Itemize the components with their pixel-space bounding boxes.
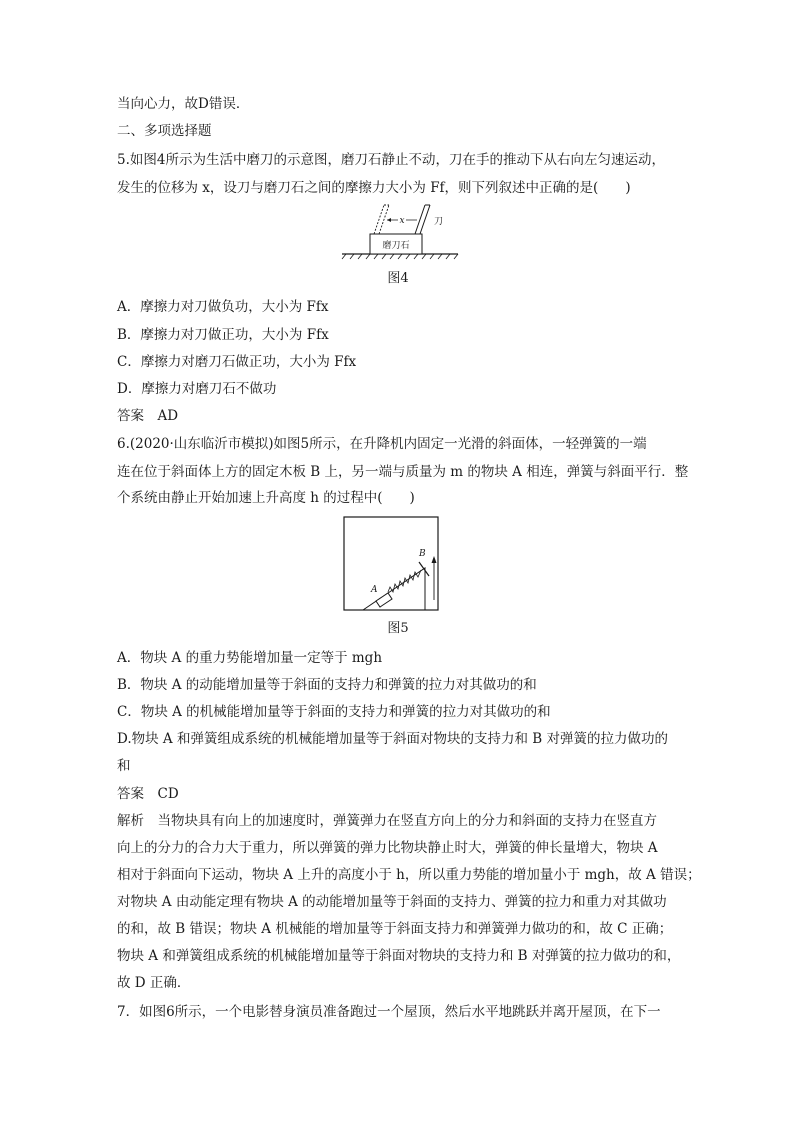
explanation-line: 相对于斜面向下运动，物块 A 上升的高度小于 h，所以重力势能的增加量小于 mgh，故 A 错误； xyxy=(117,867,701,883)
question-5-line: 5.如图4所示为生活中磨刀的示意图，磨刀石静止不动，刀在手的推动下从右向左匀速运动， xyxy=(117,152,665,168)
explanation-line: 的和，故 B 错误；物块 A 机械能的增加量等于斜面支持力和弹簧弹力做功的和，故 C 正确； xyxy=(117,921,673,937)
option-c: C．摩擦力对磨刀石做正功，大小为 Ffx xyxy=(117,354,357,370)
question-6-line: 连在位于斜面体上方的固定木板 B 上，另一端与质量为 m 的物块 A 相连，弹簧与斜面平行．整 xyxy=(117,464,689,480)
answer-6: 答案 CD xyxy=(117,786,179,802)
question-6-line: 个系统由静止开始加速上升高度 h 的过程中( ) xyxy=(117,490,415,506)
displacement-label: x xyxy=(399,216,405,226)
explanation-line: 解析 当物块具有向上的加速度时，弹簧弹力在竖直方向上的分力和斜面的支持力在竖直方 xyxy=(117,813,657,829)
option-d: D.物块 A 和弹簧组成系统的机械能增加量等于斜面对物块的支持力和 B 对弹簧的拉力做功的 xyxy=(117,731,668,747)
option-d-continued: 和 xyxy=(117,758,131,774)
block-a xyxy=(376,593,392,607)
elevator-frame xyxy=(344,517,438,610)
question-6-line: 6.(2020·山东临沂市模拟)如图5所示，在升降机内固定一光滑的斜面体，一轻弹簧的一端 xyxy=(117,436,647,452)
knife-label: 刀 xyxy=(434,217,444,227)
question-5-line: 发生的位移为 x，设刀与磨刀石之间的摩擦力大小为 Ff，则下列叙述中正确的是( ) xyxy=(117,180,631,196)
option-a: A．摩擦力对刀做负功，大小为 Ffx xyxy=(117,299,329,315)
explanation-line: 故 D 正确． xyxy=(117,975,191,991)
option-a: A．物块 A 的重力势能增加量一定等于 mgh xyxy=(117,650,383,666)
figure-5-caption: 图5 xyxy=(387,621,409,636)
figure-4-caption: 图4 xyxy=(387,271,409,286)
spring xyxy=(388,570,421,592)
explanation-line: 对物块 A 由动能定理有物块 A 的动能增加量等于斜面的支持力、弹簧的拉力和重力对其做功 xyxy=(117,894,667,910)
answer-5: 答案 AD xyxy=(117,408,179,424)
explanation-line: 物块 A 和弹簧组成系统的机械能增加量等于斜面对物块的支持力和 B 对弹簧的拉力做功的和， xyxy=(117,948,681,964)
question-7-line: 7．如图6所示，一个电影替身演员准备跑过一个屋顶，然后水平地跳跃并离开屋顶，在下一 xyxy=(117,1004,661,1020)
board-b xyxy=(419,562,429,576)
option-b: B．摩擦力对刀做正功，大小为 Ffx xyxy=(117,327,329,343)
whetstone-label: 磨刀石 xyxy=(382,241,410,251)
board-b-label: B xyxy=(419,549,426,559)
option-c: C．物块 A 的机械能增加量等于斜面的支持力和弹簧的拉力对其做功的和 xyxy=(117,704,551,720)
text-line: 当向心力，故D错误． xyxy=(117,96,250,112)
option-b: B．物块 A 的动能增加量等于斜面的支持力和弹簧的拉力对其做功的和 xyxy=(117,677,537,693)
ground-hatch xyxy=(342,254,458,259)
option-d: D．摩擦力对磨刀石不做功 xyxy=(117,381,277,397)
acceleration-arrowhead xyxy=(432,556,437,563)
knife-start-position xyxy=(374,205,389,234)
block-a-label: A xyxy=(371,585,378,595)
displacement-arrowhead xyxy=(387,218,391,222)
figure-4-knife-sharpening xyxy=(340,200,460,262)
figure-5-elevator-incline xyxy=(343,516,440,612)
section-heading: 二、多项选择题 xyxy=(117,123,212,139)
explanation-line: 向上的分力的合力大于重力，所以弹簧的弹力比物块静止时大，弹簧的伸长量增大，物块 A xyxy=(117,840,658,856)
knife-end-position xyxy=(415,205,430,234)
